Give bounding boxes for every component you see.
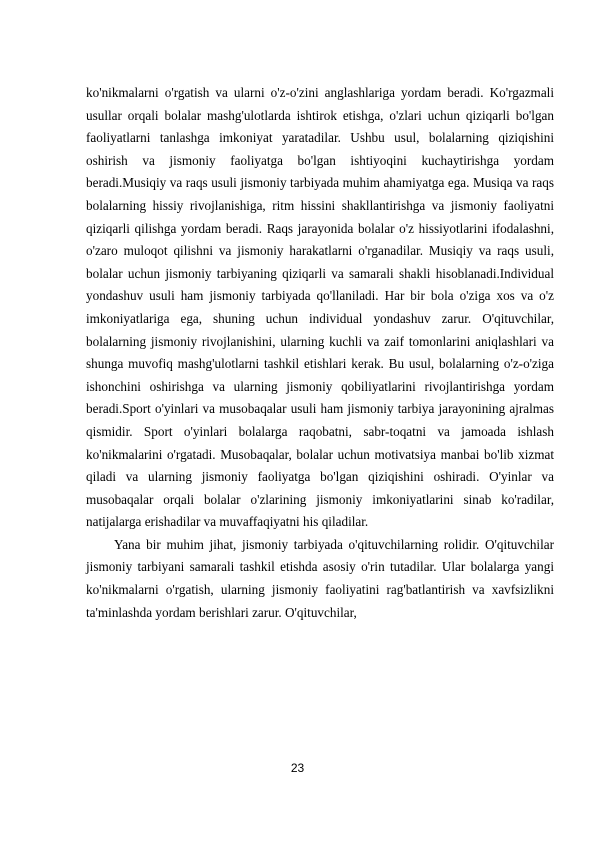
page-number: 23 (290, 761, 305, 775)
paragraph-1: ko'nikmalarni o'rgatish va ularni o'z-o'zini anglashlariga yordam beradi. Ko'rgazmali usullar orqali bolalar mashg'ulotlarda ishtirok etishga, o'zlari uchun qiziqarli bo'lgan faoliyatlarni tanlashga imkoniyat yaratadilar. Ushbu usul, bolalarning qiziqishini oshirish va jismoniy faoliyatga bo'lgan ishtiyoqini kuchaytirishga yordam beradi.Musiqiy va raqs usuli jismoniy tarbiyada muhim ahamiyatga ega. Musiqa va raqs bolalarning hissiy rivojlanishiga, ritm hissini shakllantirishga va jismoniy faoliyatni qiziqarli qilishga yordam beradi. Raqs jarayonida bolalar o'z hissiyotlarini ifodalashni, o'zaro muloqot qilishni va jismoniy harakatlarni o'rganadilar. Musiqiy va raqs usuli, bolalar uchun jismoniy tarbiyaning qiziqarli va samarali shakli hisoblanadi.Individual yondashuv usuli ham jismoniy tarbiyada qo'llaniladi. Har bir bola o'ziga xos va o'z imkoniyatlariga ega, shuning uchun individual yondashuv zarur. O'qituvchilar, bolalarning jismoniy rivojlanishini, ularning kuchli va zaif tomonlarini aniqlashlari va shunga muvofiq mashg'ulotlarni tashkil etishlari kerak. Bu usul, bolalarning o'z-o'ziga ishonchini oshirishga va ularning jismoniy qobiliyatlarini rivojlantirishga yordam beradi.Sport o'yinlari va musobaqalar usuli ham jismoniy tarbiya jarayonining ajralmas qismidir. Sport o'yinlari bolalarga raqobatni, sabr-toqatni va jamoada ishlash ko'nikmalarini o'rgatadi. Musobaqalar, bolalar uchun motivatsiya manbai bo'lib xizmat qiladi va ularning jismoniy faoliyatga bo'lgan qiziqishini oshiradi. O'yinlar va musobaqalar orqali bolalar o'zlarining jismoniy imkoniyatlarini sinab ko'radilar, natijalarga erishadilar va muvaffaqiyatni his qiladilar. (86, 85, 554, 530)
paragraph-2: Yana bir muhim jihat, jismoniy tarbiyada o'qituvchilarning rolidir. O'qituvchilar jismoniy tarbiyani samarali tashkil etishda asosiy o'rin tutadilar. Ular bolalarga yangi ko'nikmalarni o'rgatish, ularning jismoniy faoliyatini rag'batlantirish va xavfsizlikni ta'minlashda yordam berishlari zarur. O'qituvchilar, (86, 536, 554, 620)
body-text (86, 82, 554, 624)
